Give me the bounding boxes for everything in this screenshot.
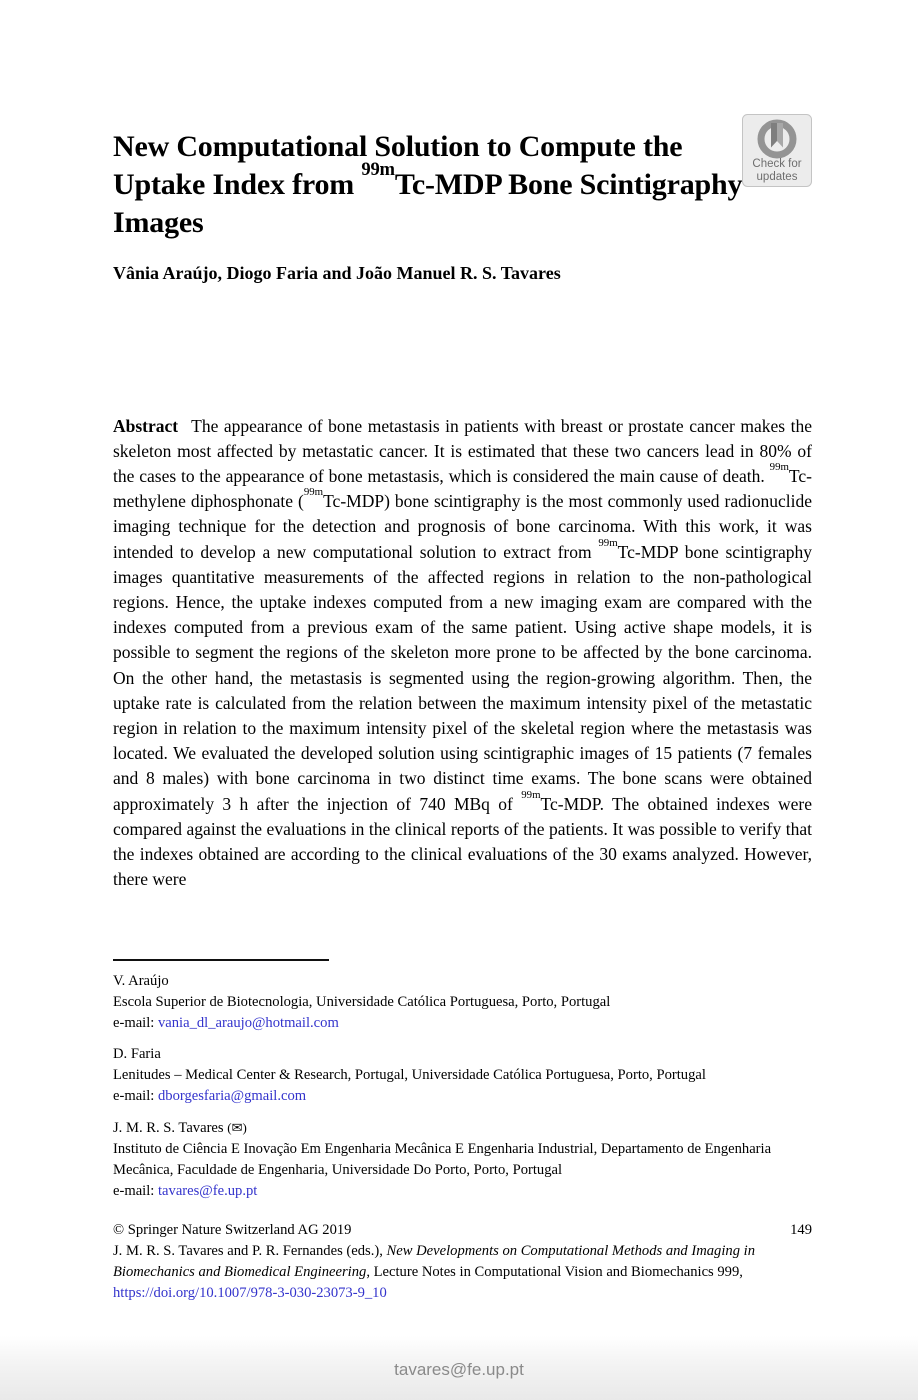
envelope-icon: (✉) xyxy=(227,1120,247,1135)
footnote-block-araujo xyxy=(113,971,812,1034)
email-link[interactable]: vania_dl_araujo@hotmail.com xyxy=(157,1015,339,1031)
author-name: J. M. R. S. Tavares (✉) xyxy=(113,1120,247,1136)
abstract-paragraph xyxy=(113,414,812,893)
citation-line: J. M. R. S. Tavares and P. R. Fernandes (eds.), New Developments on Computational Methods and Imaging in Biomechanics and Biomedical Engineering, Lecture Notes in Computational Vision and Biomechanics 999, https://doi.org/10.1007/978-3-030-23073-9_10 xyxy=(113,1243,756,1301)
check-for-updates-icon xyxy=(742,114,812,187)
footnote-block-tavares xyxy=(113,1117,812,1202)
page-number: 149 xyxy=(790,1222,812,1238)
copyright-line xyxy=(113,1220,812,1241)
copyright-text: © Springer Nature Switzerland AG 2019 xyxy=(113,1222,352,1238)
author-affiliation: Lenitudes – Medical Center & Research, Portugal, Universidade Católica Portuguesa, Porto, Portugal xyxy=(113,1067,706,1083)
author-email-line xyxy=(113,1086,812,1107)
footnote-rule xyxy=(113,959,329,961)
article-title: New Computational Solution to Compute the Uptake Index from $^{99m}$Tc-MDP Bone Scintigraphy Images xyxy=(113,130,743,240)
email-label: e-mail: xyxy=(113,1015,158,1031)
imprint-block xyxy=(113,1220,812,1304)
footer-email: tavares@fe.up.pt xyxy=(394,1360,524,1379)
footnote-area xyxy=(113,959,812,1304)
footnote-block-faria xyxy=(113,1044,812,1107)
email-link[interactable]: tavares@fe.up.pt xyxy=(157,1183,258,1199)
check-for-updates-badge[interactable] xyxy=(742,114,812,187)
email-label: e-mail: xyxy=(113,1183,158,1199)
viewer-footer xyxy=(0,1336,918,1400)
author-name: V. Araújo xyxy=(113,973,169,989)
abstract-heading: Abstract xyxy=(113,415,179,436)
doi-link[interactable]: https://doi.org/10.1007/978-3-030-23073-9_10 xyxy=(113,1285,387,1301)
badge-label-line1: Check for xyxy=(752,158,802,170)
authors-line: Vânia Araújo, Diogo Faria and João Manuel R. S. Tavares xyxy=(113,263,561,283)
email-link[interactable]: dborgesfaria@gmail.com xyxy=(157,1088,307,1104)
author-email-line xyxy=(113,1013,812,1034)
author-affiliation: Instituto de Ciência E Inovação Em Engenharia Mecânica E Engenharia Industrial, Departamento de Engenharia Mecânica, Faculdade de Engenharia, Universidade Do Porto, Porto, Portugal xyxy=(113,1141,772,1178)
badge-label-line2: updates xyxy=(756,171,798,183)
abstract-text: The appearance of bone metastasis in patients with breast or prostate cancer makes the skeleton most affected by metastatic cancer. It is estimated that these two cancers lead in 80% of the cases to the appearance of bone metastasis, which is considered the main cause of death. $^{99m}$Tc-methylene diphosphonate ($^{99m}$Tc-MDP) bone scintigraphy is the most commonly used radionuclide imaging technique for the detection and prognosis of bone carcinoma. With this work, it was intended to develop a new computational solution to extract from $^{99m}$Tc-MDP bone scintigraphy images quantitative measurements of the affected regions in relation to the non-pathological regions. Hence, the uptake indexes computed from a new imaging exam are compared with the indexes computed from a previous exam of the same patient. Using active shape models, it is possible to segment the regions of the skeleton more prone to be affected by the bone carcinoma. On the other hand, the metastasis is segmented using the region-growing algorithm. Then, the uptake rate is calculated from the relation between the maximum intensity pixel of the metastatic region in relation to the maximum intensity pixel of the skeletal region where the metastasis was located. We evaluated the developed solution using scintigraphic images of 15 patients (7 females and 8 males) with bone carcinoma in two distinct time exams. The bone scans were obtained approximately 3 h after the injection of 740 MBq of $^{99m}$Tc-MDP. The obtained indexes were compared against the evaluations in the clinical reports of the patients. It was possible to verify that the indexes obtained are according to the clinical evaluations of the 30 exams analyzed. However, there were xyxy=(113,415,812,890)
email-label: e-mail: xyxy=(113,1088,158,1104)
author-email-line xyxy=(113,1181,812,1202)
author-affiliation: Escola Superior de Biotecnologia, Universidade Católica Portuguesa, Porto, Portugal xyxy=(113,994,611,1010)
author-name: D. Faria xyxy=(113,1046,161,1062)
